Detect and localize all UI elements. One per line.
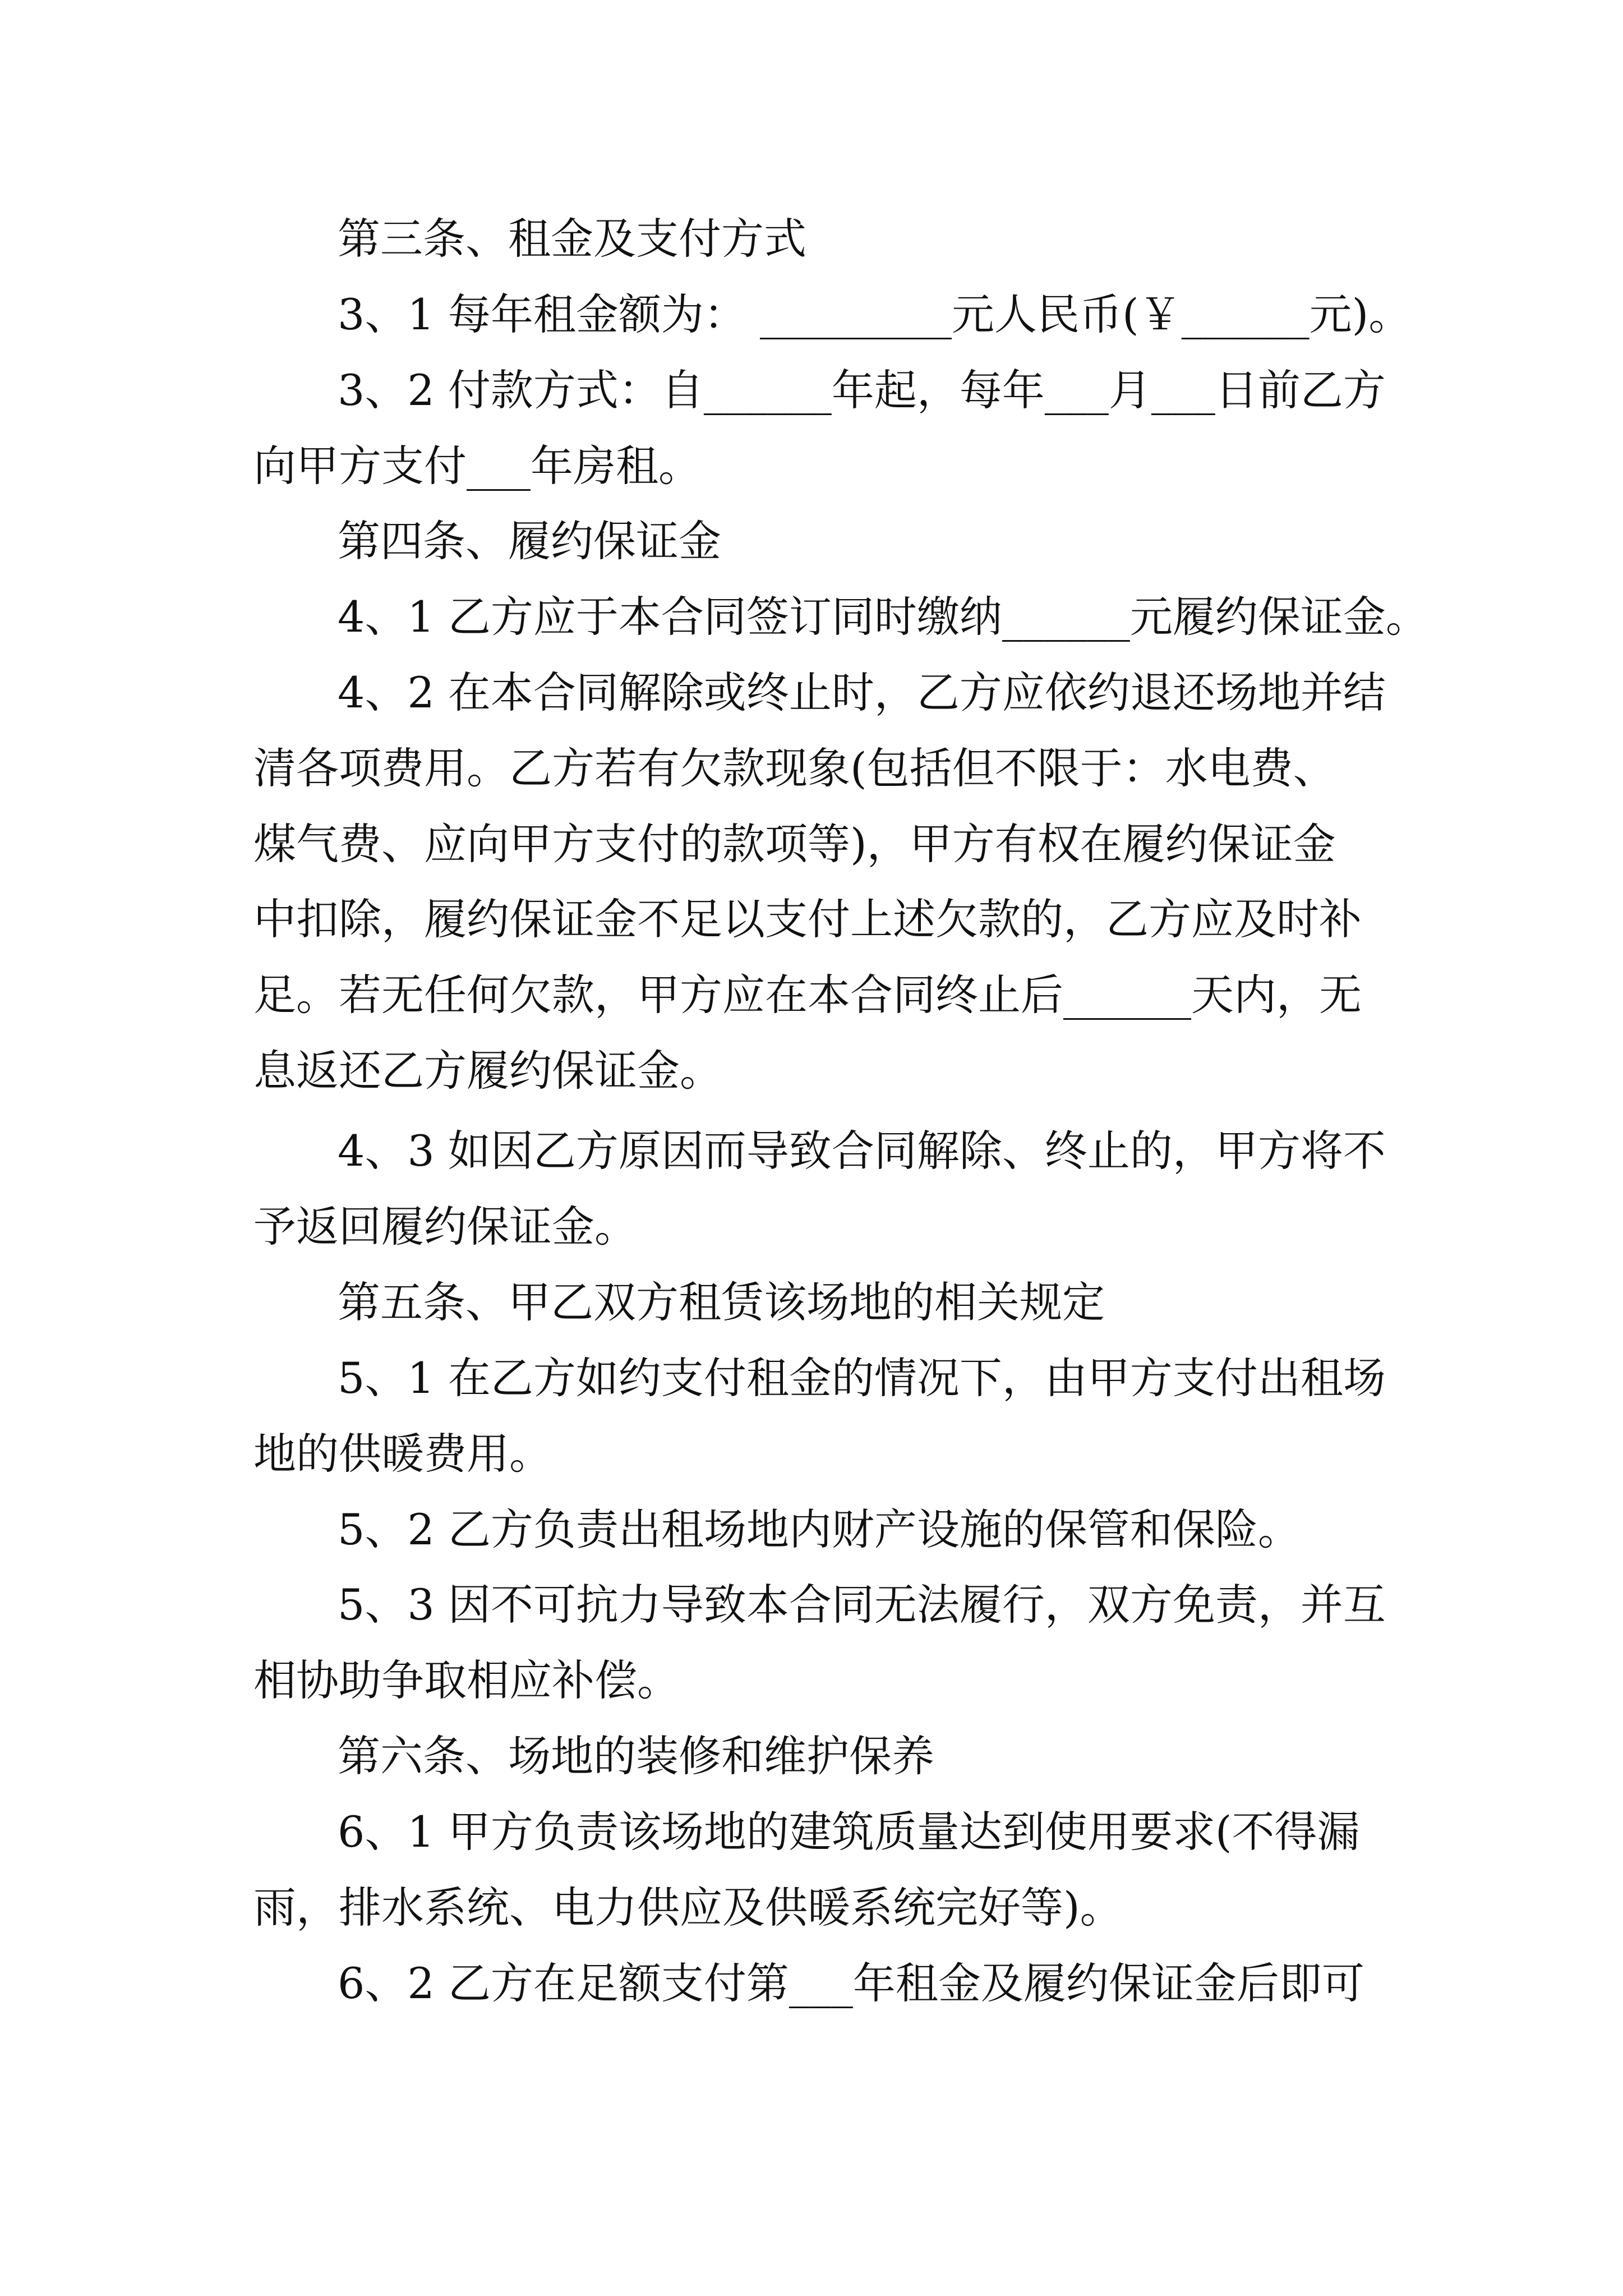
clause-5-3-cont: 相协助争取相应补偿。 [253,1655,680,1705]
heading-article-6: 第六条、场地的装修和维护保养 [338,1731,934,1781]
clause-3-2: 3、2 付款方式：自______年起，每年___月___日前乙方 [338,365,1386,415]
clause-5-3: 5、3 因不可抗力导致本合同无法履行，双方免责，并互 [338,1580,1386,1630]
clause-3-1: 3、1 每年租金额为： _________元人民币(￥______元)。 [338,289,1412,339]
clause-4-2-cont-1: 清各项费用。乙方若有欠款现象(包括但不限于：水电费、 [253,743,1336,793]
clause-4-2: 4、2 在本合同解除或终止时，乙方应依约退还场地并结 [338,668,1386,717]
clause-4-3: 4、3 如因乙方原因而导致合同解除、终止的，甲方将不 [338,1126,1386,1176]
heading-article-5: 第五条、甲乙双方租赁该场地的相关规定 [338,1277,1105,1327]
clause-4-1: 4、1 乙方应于本合同签订同时缴纳______元履约保证金。 [338,592,1428,642]
clause-5-1: 5、1 在乙方如约支付租金的情况下，由甲方支付出租场 [338,1353,1386,1403]
clause-6-1-cont: 雨，排水系统、电力供应及供暖系统完好等)。 [253,1883,1123,1932]
clause-4-2-cont-3: 中扣除，履约保证金不足以支付上述欠款的，乙方应及时补 [253,894,1362,944]
clause-5-1-cont: 地的供暖费用。 [253,1429,552,1479]
clause-4-2-cont-5: 息返还乙方履约保证金。 [253,1046,722,1096]
clause-4-2-cont-2: 煤气费、应向甲方支付的款项等)，甲方有权在履约保证金 [253,819,1336,869]
clause-5-2: 5、2 乙方负责出租场地内财产设施的保管和保险。 [338,1504,1301,1554]
clause-4-2-cont-4: 足。若无任何欠款，甲方应在本合同终止后______天内，无 [253,970,1362,1020]
clause-6-1: 6、1 甲方负责该场地的建筑质量达到使用要求(不得漏 [338,1807,1360,1857]
heading-article-3: 第三条、租金及支付方式 [338,214,806,264]
clause-6-2: 6、2 乙方在足额支付第___年租金及履约保证金后即可 [338,1958,1364,2008]
clause-3-2-cont: 向甲方支付___年房租。 [253,441,701,491]
heading-article-4: 第四条、履约保证金 [338,516,721,566]
clause-4-3-cont: 予返回履约保证金。 [253,1202,637,1251]
